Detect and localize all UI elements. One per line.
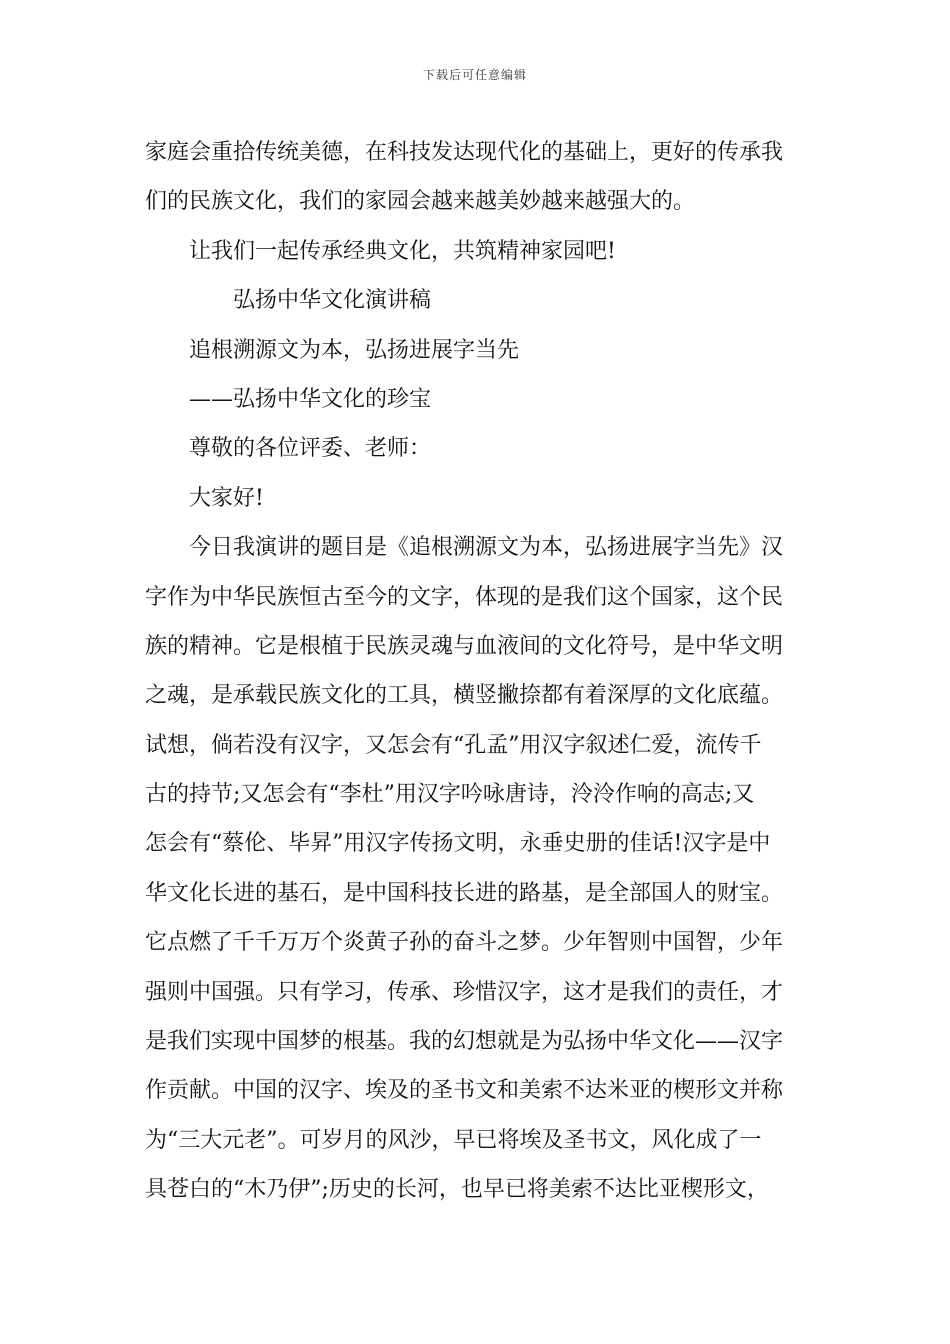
greeting: 大家好! (189, 485, 264, 511)
paragraph-line: 今日我演讲的题目是《追根溯源文为本，弘扬进展字当先》汉 (189, 535, 784, 561)
paragraph-line: 们的民族文化，我们的家园会越来越美妙越来越强大的。 (145, 189, 696, 215)
paragraph-line: 字作为中华民族恒古至今的文字，体现的是我们这个国家，这个民 (145, 584, 784, 610)
paragraph-line: 家庭会重拾传统美德，在科技发达现代化的基础上，更好的传承我 (145, 140, 784, 165)
paragraph-line: 为“三大元老”。可岁月的风沙，早已将埃及圣书文，风化成了一 (145, 1127, 762, 1153)
paragraph-line: 具苍白的“木乃伊”;历史的长河，也早已将美索不达比亚楔形文， (145, 1177, 769, 1203)
header-note: 下载后可任意编辑 (422, 68, 527, 82)
paragraph-line: 强则中国强。只有学习，传承、珍惜汉字，这才是我们的责任，才 (145, 979, 784, 1005)
document-body (145, 128, 807, 1215)
speech-subtitle: 追根溯源文为本，弘扬进展字当先 (189, 337, 520, 363)
paragraph-line: 怎会有“蔡伦、毕昇”用汉字传扬文明，永垂史册的佳话!汉字是中 (145, 831, 771, 857)
paragraph-line: 让我们一起传承经典文化，共筑精神家园吧! (189, 238, 616, 264)
paragraph-line: 作贡献。中国的汉字、埃及的圣书文和美索不达米亚的楔形文并称 (145, 1078, 784, 1104)
salutation: 尊敬的各位评委、老师： (189, 436, 432, 462)
paragraph-line: 之魂，是承载民族文化的工具，横竖撇捺都有着深厚的文化底蕴。 (145, 683, 784, 709)
speech-subtitle-dash: ——弘扬中华文化的珍宝 (189, 386, 432, 412)
paragraph-line: 族的精神。它是根植于民族灵魂与血液间的文化符号，是中华文明 (145, 633, 784, 659)
paragraph-line: 是我们实现中国梦的根基。我的幻想就是为弘扬中华文化——汉字 (145, 1029, 784, 1055)
paragraph-line: 古的持节;又怎会有“李杜”用汉字吟咏唐诗，泠泠作响的高志;又 (145, 782, 755, 808)
speech-title: 弘扬中华文化演讲稿 (233, 288, 432, 314)
paragraph-line: 试想，倘若没有汉字，又怎会有“孔孟”用汉字叙述仁爱，流传千 (145, 732, 762, 758)
paragraph-line: 它点燃了千千万万个炎黄子孙的奋斗之梦。少年智则中国智，少年 (145, 930, 784, 956)
paragraph-line: 华文化长进的基石，是中国科技长进的路基，是全部国人的财宝。 (145, 880, 784, 906)
